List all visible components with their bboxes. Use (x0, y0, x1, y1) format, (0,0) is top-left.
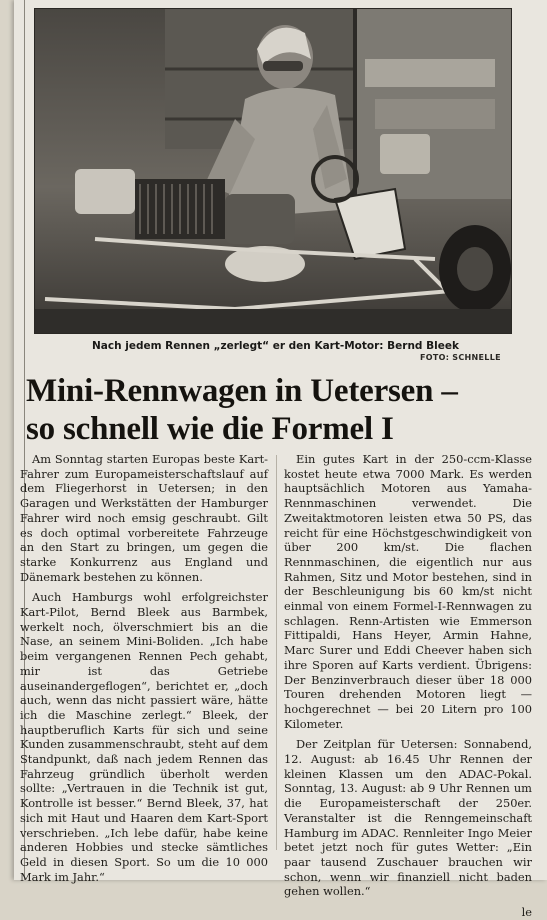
headline-line-2: so schnell wie die Formel I (26, 411, 394, 447)
column-divider (276, 455, 277, 850)
photo-caption: Nach jedem Rennen „zerlegt“ er den Kart-Motor: Bernd Bleek (92, 340, 459, 352)
headline-line-1: Mini-Rennwagen in Uetersen – (26, 373, 458, 409)
article-photo (34, 8, 512, 334)
paragraph: Auch Hamburgs wohl erfolgreichster Kart-Pilot, Bernd Bleek aus Barmbek, werkelt noch, ölverschmiert bis an die Nase, an seinem Mini-Boliden. „Ich habe beim vergangenen Rennen Pech gehabt, mir ist das Getriebe auseinandergeflogen“, berichtet er, „doch auch, wenn das nicht passiert wäre, hätte ich die Maschine zerlegt.“ Bleek, der hauptberuflich Karts für sich und seine Kunden zusammenschraubt, steht auf dem Standpunkt, daß nach jedem Rennen das Fahrzeug gründlich überholt werden sollte: „Vertrauen in die Technik ist gut, Kontrolle ist besser.“ Bernd Bleek, 37, hat sich mit Haut und Haaren dem Kart-Sport verschrieben. „Ich lebe dafür, habe keine anderen Hobbies und stecke sämtliches Geld in diesen Sport. So um die 10 000 Mark im Jahr.“ (20, 590, 268, 884)
paragraph: Der Zeitplan für Uetersen: Sonnabend, 12. August: ab 16.45 Uhr Rennen der kleinen Klassen um den ADAC-Pokal. Sonntag, 13. August: ab 9 Uhr Rennen um die Europameisterschaft der 250er. Veranstalter ist die Renngemeinschaft Hamburg im ADAC. Rennleiter Ingo Meier betet jetzt noch für gutes Wetter: „Ein paar tausend Zuschauer brauchen wir schon, wenn wir finanziell nicht baden gehen wollen.“ (284, 737, 532, 899)
paragraph: Ein gutes Kart in der 250-ccm-Klasse kostet heute etwa 7000 Mark. Es werden hauptsächlich Motoren aus Yamaha-Rennmaschinen verwendet. Die Zweitaktmotoren leisten etwa 50 PS, das reicht für eine Höchstgeschwindigkeit von über 200 km/st. Die flachen Rennmaschinen, die eigentlich nur aus Rahmen, Sitz und Motor bestehen, sind in der Beschleunigung bis 60 km/st nicht einmal von einem Formel-I-Rennwagen zu schlagen. Renn-Artisten wie Emmerson Fittipaldi, Hans Heyer, Armin Hahne, Marc Surer und Eddi Cheever haben sich ihre Sporen auf Karts verdient. Übrigens: Der Benzinverbrauch dieser über 18 000 Touren drehenden Motoren liegt — hochgerechnet — bei 20 Litern pro 100 Kilometer. (284, 452, 532, 731)
headline (26, 372, 526, 448)
photo-credit: FOTO: SCHNELLE (420, 353, 501, 362)
article-column-left (20, 452, 268, 890)
article-column-right (284, 452, 532, 920)
kart-engine-photo-icon (35, 9, 511, 333)
continuation-fragment: le (521, 905, 532, 920)
paragraph: Am Sonntag starten Europas beste Kart-Fahrer zum Europameisterschaftslauf auf dem Fliegerhorst in Uetersen; in den Garagen und Werkstätten der Hamburger Fahrer wird noch emsig geschraubt. Gilt es doch optimal vorbereitete Fahrzeuge an den Start zu bringen, um gegen die starke Konkurrenz aus England und Dänemark bestehen zu können. (20, 452, 268, 584)
